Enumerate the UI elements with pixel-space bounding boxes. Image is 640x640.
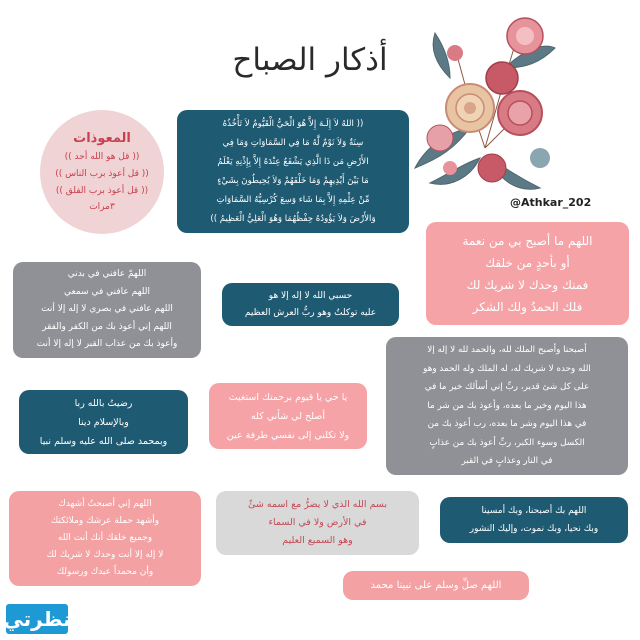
- card-line: في الأرض ولا في السماء: [268, 517, 367, 528]
- muawwidhat-count: ٣مرات: [89, 201, 115, 212]
- asbahna-card: [386, 337, 628, 475]
- card-line: وَالأَرْضَ وَلاَ يَؤُودُهُ حِفْظُهُمَا وَهُوَ الْعَلِيُّ الْعَظِيمُ )): [210, 213, 376, 224]
- card-line: اللهم عافني في بصري لا إله إلا أنت: [41, 304, 173, 315]
- card-line: على كل شئ قدير، ربِّ إني أسألك خير ما في: [424, 382, 590, 393]
- ya-hayy-card: [209, 383, 367, 449]
- card-line: وبالإسلام دينا: [78, 416, 129, 428]
- card-line: اللهم عافني في سمعي: [64, 286, 150, 297]
- instagram-handle: @Athkar_202: [510, 196, 592, 209]
- card-line: اللهم ما أصبح بي من نعمة: [462, 233, 593, 248]
- card-line: وأعوذ بك من عذاب القبر لا إله إلا أنت: [36, 339, 178, 350]
- card-line: رضيتُ بالله ربا: [74, 397, 133, 409]
- card-line: بسم الله الذي لا يضرُّ مع اسمه شئٌ: [247, 499, 388, 510]
- card-line: حسبي الله لا إله إلا هو: [268, 290, 353, 301]
- card-line: (( اللهُ لاَ إِلَـهَ إِلاَّ هُوَ الْحَيُّ الْقَيُّومُ لاَ تَأْخُذُهُ: [222, 118, 364, 129]
- card-line: لا إله إلا أنت وحدك لا شريك لك: [46, 550, 164, 560]
- hasbi-card: [222, 283, 399, 326]
- card-line: أو بأحدٍ من خلقك: [485, 255, 570, 270]
- card-line: أصبحنا وأصبح الملك لله، والحمد لله لا إله إلا: [427, 345, 587, 356]
- card-line: وهو السميع العليم: [282, 535, 353, 546]
- ayat-kursi-card: [177, 110, 409, 233]
- card-line: الكسل وسوء الكبر، ربِّ أعوذ بك من عذابٍ: [429, 437, 585, 448]
- card-line: في النار وعذابٍ في القبر: [461, 456, 553, 467]
- card-line: اللهم صلِّ وسلم على نبينا محمد: [370, 580, 502, 591]
- card-line: وبمحمد صلى الله عليه وسلم نبيا: [39, 435, 168, 447]
- card-line: هذا اليوم وخير ما بعده، وأعوذ بك من شر ما: [427, 400, 587, 411]
- card-line: الله وحده لا شريك له، له الملك وله الحمد وهو: [423, 363, 591, 374]
- card-line: فلك الحمدُ ولك الشكر: [472, 299, 583, 314]
- flower-bouquet-icon: [410, 8, 560, 198]
- card-line: ولا تكلني إلى نفسي طرفة عين: [226, 429, 350, 441]
- card-line: مَا بَيْنَ أَيْدِيهِمْ وَمَا خَلْفَهُمْ وَلاَ يُحِيطُونَ بِشَيْءٍ: [217, 175, 369, 186]
- card-line: اللهم بك أصبحنا، وبك أمسينا: [481, 506, 587, 516]
- card-line: وأن محمداً عبدك ورسولك: [56, 567, 154, 577]
- card-line: فمنك وحدك لا شريك لك: [466, 277, 589, 292]
- card-line: وجميع خلقك أنك أنت الله: [57, 533, 153, 543]
- card-line: الأَرْضِ مَن ذَا الَّذِي يَشْفَعُ عِنْدَهُ إِلاَّ بِإِذْنِهِ يَعْلَمُ: [217, 156, 369, 167]
- bika-card: [440, 497, 628, 543]
- card-line: سِنَةٌ وَلاَ نَوْمٌ لَّهُ مَا فِي السَّمَاوَاتِ وَمَا فِي: [222, 137, 364, 148]
- muawwidhat-heading: المعوذات: [73, 130, 131, 146]
- salli-card: [343, 571, 529, 600]
- ma-asbaha-card: [426, 222, 629, 325]
- ashhaduk-card: [9, 491, 201, 586]
- card-line: يا حي يا قيوم برحمتك استغيث: [228, 391, 348, 403]
- card-line: وأشهد حملة عرشك وملائكتك: [50, 516, 160, 526]
- card-line: عليه توكلتُ وهو ربُّ العرش العظيم: [244, 307, 377, 318]
- afini-card: [13, 262, 201, 358]
- page-title: أذكار الصباح: [232, 42, 388, 78]
- muawwidhat-line: (( قل أعوذ برب الناس )): [55, 168, 149, 179]
- card-line: في هذا اليوم وشر ما بعده، رب أعوذ بك من: [427, 419, 587, 430]
- card-line: أصلح لي شأني كله: [250, 410, 326, 422]
- raditu-card: [19, 390, 188, 454]
- muawwidhat-circle: [40, 110, 164, 234]
- muawwidhat-line: (( قل أعوذ برب الفلق )): [55, 185, 149, 196]
- card-line: اللهمّ عافني في بدني: [67, 269, 147, 280]
- card-line: وبك نحيا، وبك نموت، وإليك النشور: [469, 524, 599, 534]
- card-line: مِّنْ عِلْمِهِ إِلاَّ بِمَا شَاء وَسِعَ كُرْسِيُّهُ السَّمَاوَاتِ: [216, 194, 370, 205]
- bismillah-card: [216, 491, 419, 555]
- card-line: اللهم إني أعوذ بك من الكفر والفقر: [42, 321, 172, 332]
- site-logo: نظرتي: [6, 604, 68, 634]
- card-line: اللهم إني أصبحتُ أشهدك: [58, 499, 152, 509]
- muawwidhat-line: (( قل هو الله أحد )): [64, 151, 140, 162]
